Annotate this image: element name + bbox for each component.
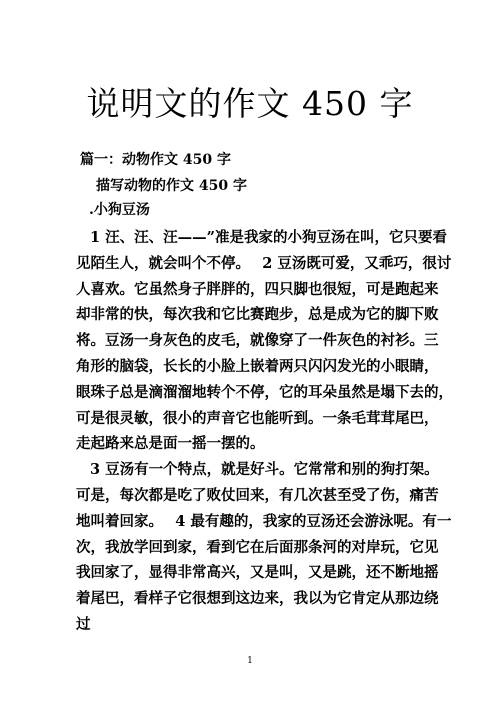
chapter-heading: 篇一：动物作文 450 字 [80, 152, 231, 168]
sub-heading: 描写动物的作文 450 字 [96, 178, 247, 194]
text-line: 次，我放学回到家，看到它在后面那条河的对岸玩，它见 [76, 538, 439, 556]
text-line: 3 豆汤有一个特点，就是好斗。它常常和别的狗打架。 [90, 461, 439, 479]
body-text [76, 225, 453, 638]
text-line: 见陌生人，就会叫个不停。 2 豆汤既可爱，又乖巧，很讨 [76, 254, 452, 272]
section-heading: .小狗豆汤 [89, 202, 150, 218]
text-line: 可是很灵敏，很小的声音它也能听到。一条毛茸茸尾巴， [76, 409, 439, 427]
text-line: 角形的脑袋，长长的小脸上嵌着两只闪闪发光的小眼睛， [76, 357, 439, 375]
document-title: 说明文的作文 450 字 [86, 84, 414, 123]
text-line: 走起路来总是面一摇一摆的。 [76, 435, 265, 453]
text-line: 眼珠子总是滴溜溜地转个不停，它的耳朵虽然是塌下去的， [76, 383, 453, 401]
text-line: 却非常的快，每次我和它比赛跑步，总是成为它的脚下败 [76, 306, 439, 324]
text-line: 将。豆汤一身灰色的皮毛，就像穿了一件灰色的衬衫。三 [76, 332, 439, 350]
text-line: 地叫着回家。 4 最有趣的，我家的豆汤还会游泳呢。有一 [76, 512, 452, 530]
text-line: 1 汪、汪、汪——”准是我家的小狗豆汤在叫，它只要看 [90, 229, 447, 246]
page-number: 1 [247, 656, 253, 666]
text-line: 过 [76, 615, 91, 633]
text-line: 我回家了，显得非常高兴，又是叫，又是跳，还不断地摇 [76, 564, 439, 582]
text-line: 可是，每次都是吃了败仗回来，有几次甚至受了伤，痛苦 [76, 486, 439, 504]
text-line: 人喜欢。它虽然身子胖胖的，四只脚也很短，可是跑起来 [76, 280, 439, 298]
text-line: 着尾巴，看样子它很想到这边来，我以为它肯定从那边绕 [76, 590, 439, 608]
